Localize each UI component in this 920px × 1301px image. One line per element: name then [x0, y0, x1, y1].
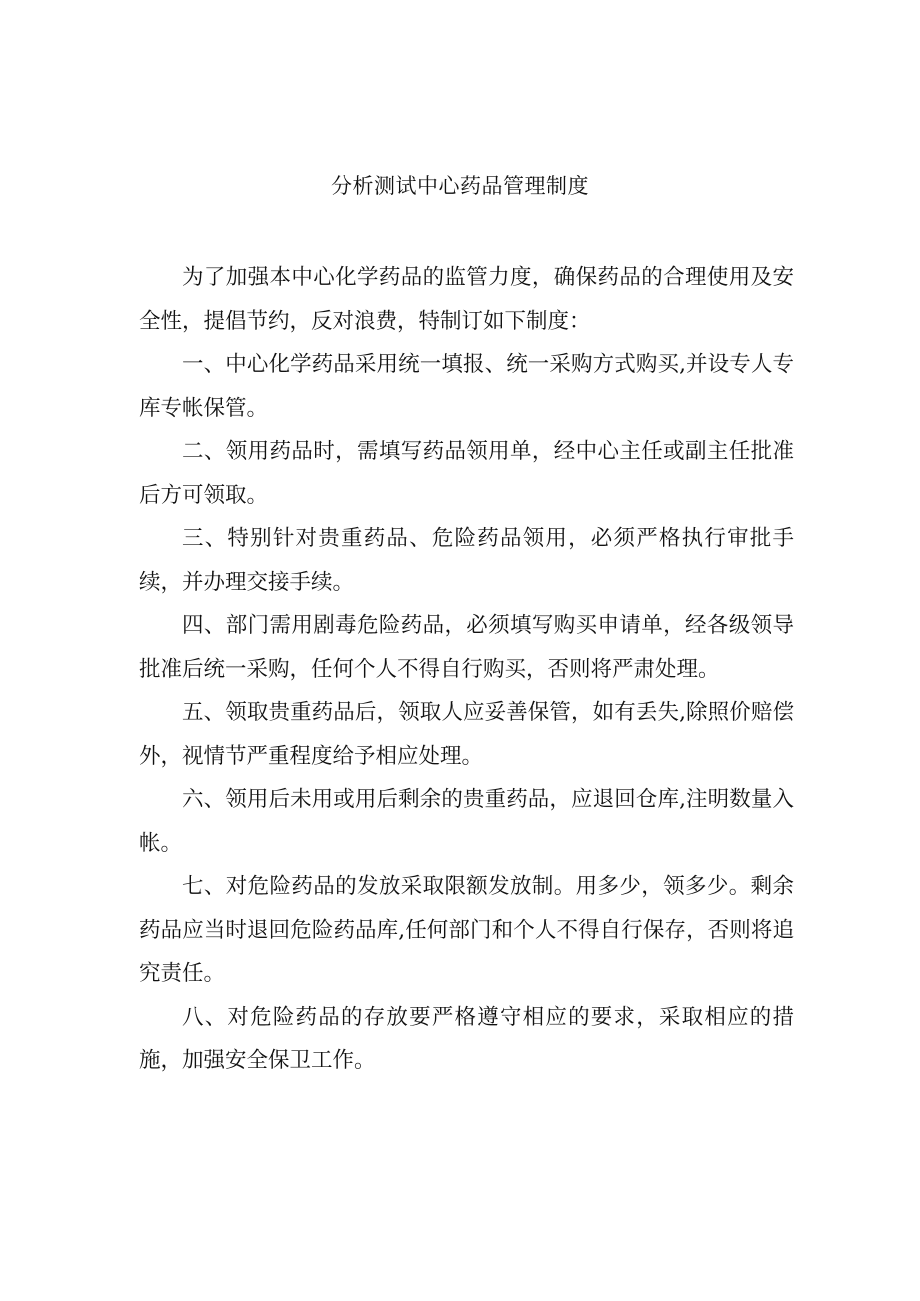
rule-paragraph-5: 五、领取贵重药品后，领取人应妥善保管，如有丢失,除照价赔偿外，视情节严重程度给予相应处理。 — [139, 700, 794, 769]
rule-paragraph-3: 三、特别针对贵重药品、危险药品领用，必须严格执行审批手续，并办理交接手续。 — [139, 526, 794, 595]
rule-paragraph-6: 六、领用后未用或用后剩余的贵重药品，应退回仓库,注明数量入帐。 — [139, 787, 794, 856]
rule-paragraph-8: 八、对危险药品的存放要严格遵守相应的要求，采取相应的措施，加强安全保卫工作。 — [139, 1004, 794, 1073]
document-title: 分析测试中心药品管理制度 — [331, 174, 589, 198]
rule-paragraph-7: 七、对危险药品的发放采取限额发放制。用多少，领多少。剩余药品应当时退回危险药品库,任何部门和个人不得自行保存，否则将追究责任。 — [139, 874, 794, 986]
intro-paragraph: 为了加强本中心化学药品的监管力度，确保药品的合理使用及安全性，提倡节约，反对浪费，特制订如下制度： — [139, 265, 794, 334]
document-body — [139, 256, 794, 1083]
rule-paragraph-2: 二、领用药品时，需填写药品领用单，经中心主任或副主任批准后方可领取。 — [139, 439, 794, 508]
rule-paragraph-4: 四、部门需用剧毒危险药品，必须填写购买申请单，经各级领导批准后统一采购，任何个人不得自行购买，否则将严肃处理。 — [139, 613, 794, 682]
rule-paragraph-1: 一、中心化学药品采用统一填报、统一采购方式购买,并设专人专库专帐保管。 — [139, 352, 794, 421]
